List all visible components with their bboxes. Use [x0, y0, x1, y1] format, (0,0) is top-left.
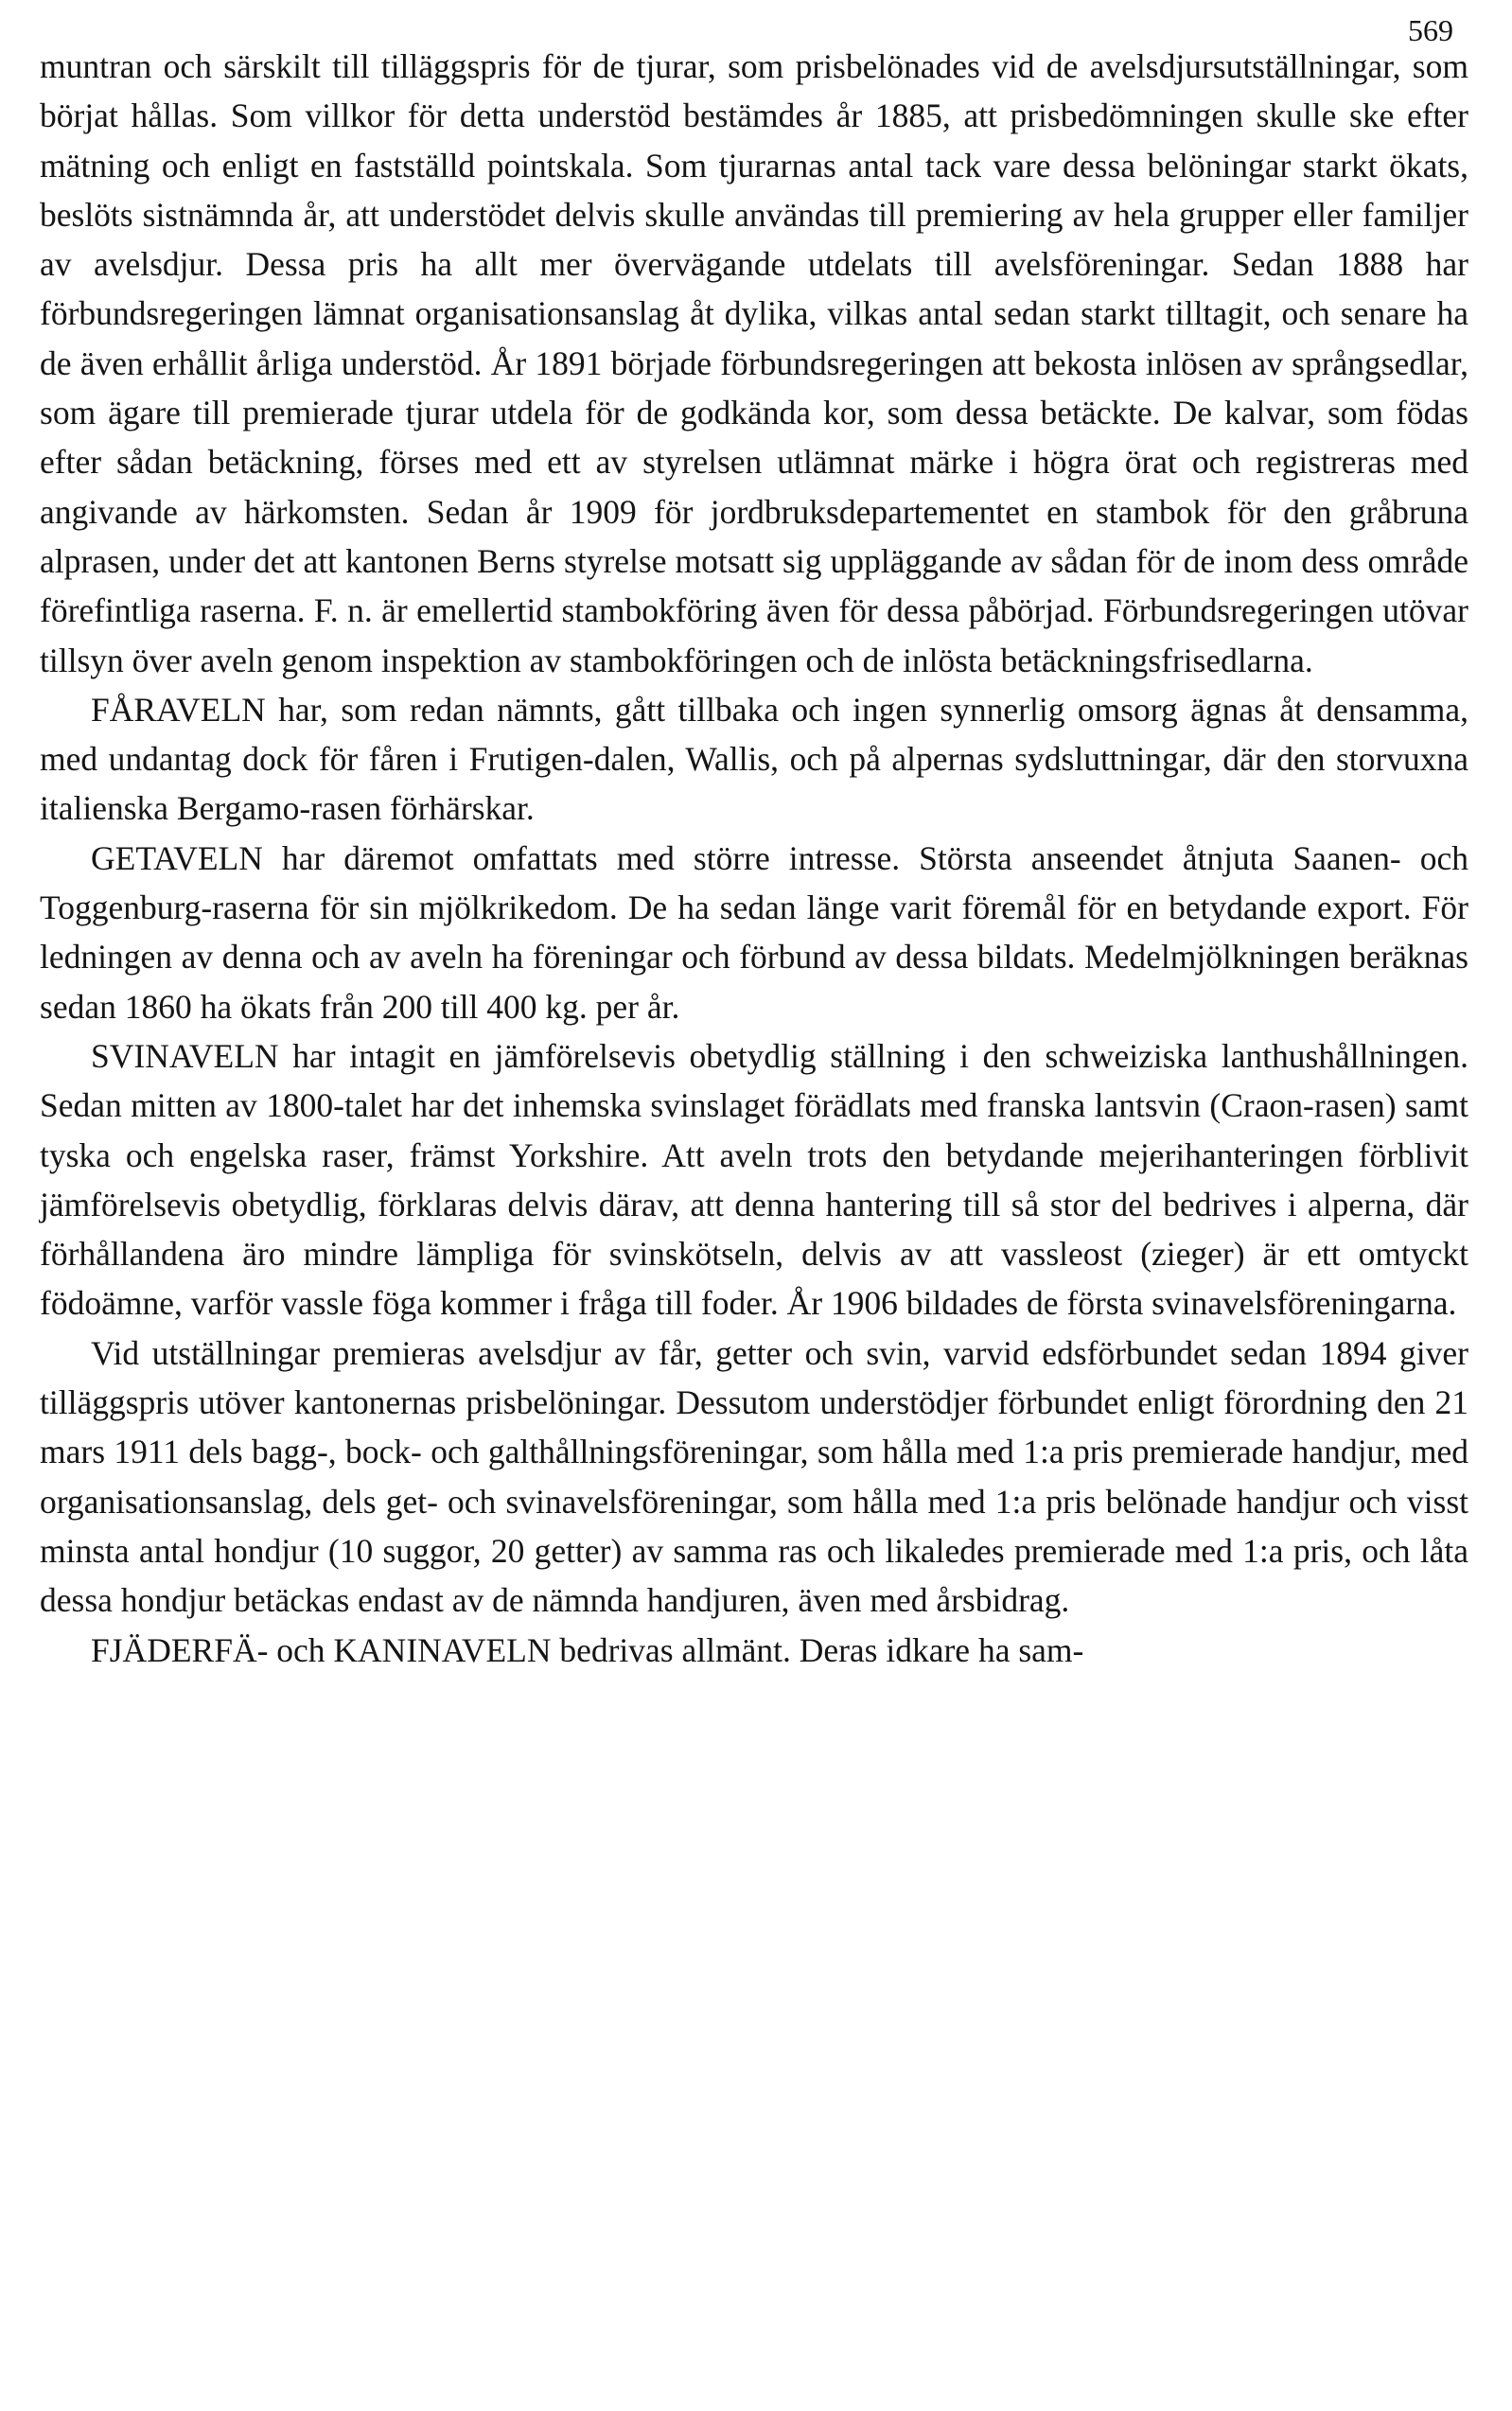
page-number: 569 [1408, 13, 1453, 47]
paragraph-cattle-breeding-continued: muntran och särskilt till tilläggspris för de tjurar, som prisbelönades vid de avelsdjursutställningar, som börjat hållas. Som villkor för detta understöd bestämdes år 1885, att prisbedömningen skulle ske efter mätning och enligt en fastställd pointskala. Som tjurarnas antal tack vare dessa belöningar starkt ökats, beslöts sistnämnda år, att understödet delvis skulle användas till premiering av hela grupper eller familjer av avelsdjur. Dessa pris ha allt mer övervägande utdelats till avelsföreningar. Sedan 1888 har förbundsregeringen lämnat organisationsanslag åt dylika, vilkas antal sedan starkt tilltagit, och senare ha de även erhållit årliga understöd. År 1891 började förbundsregeringen att bekosta inlösen av språngsedlar, som ägare till premierade tjurar utdela för de godkända kor, som dessa betäckte. De kalvar, som födas efter sådan betäckning, förses med ett av styrelsen utlämnat märke i högra örat och registreras med angivande av härkomsten. Sedan år 1909 för jordbruksdepartementet en stambok för den gråbruna alprasen, under det att kantonen Berns styrelse motsatt sig uppläggande av sådan för de inom dess område förefintliga raserna. F. n. är emellertid stambokföring även för dessa påbörjad. Förbundsregeringen utövar tillsyn över aveln genom inspektion av stambokföringen och de inlösta betäckningsfrisedlarna. [40, 47, 1468, 679]
paragraph-sheep-breeding: FÅRAVELN har, som redan nämnts, gått tillbaka och ingen synnerlig omsorg ägnas åt densamma, med undantag dock för fåren i Frutigen-dalen, Wallis, och på alpernas sydsluttningar, där den storvuxna italienska Bergamo-rasen förhärskar. [40, 690, 1468, 828]
paragraph-exhibitions: Vid utställningar premieras avelsdjur av får, getter och svin, varvid edsförbundet sedan 1894 giver tilläggspris utöver kantonernas prisbelöningar. Dessutom understödjer förbundet enligt förordning den 21 mars 1911 dels bagg-, bock- och galthållningsföreningar, som hålla med 1:a pris premierade handjur, med organisationsanslag, dels get- och svinavelsföreningar, som hålla med 1:a pris belönade handjur och visst minsta antal hondjur (10 suggor, 20 getter) av samma ras och likaledes premierade med 1:a pris, och låta dessa hondjur betäckas endast av de nämnda handjuren, även med årsbidrag. [40, 1333, 1468, 1620]
body-text [40, 42, 1468, 1675]
paragraph-goat-breeding: GETAVELN har däremot omfattats med större intresse. Största anseendet åtnjuta Saanen- och Toggenburg-raserna för sin mjölkrikedom. De ha sedan länge varit föremål för en betydande export. För ledningen av denna och av aveln ha föreningar och förbund av dessa bildats. Medelmjölkningen beräknas sedan 1860 ha ökats från 200 till 400 kg. per år. [40, 838, 1468, 1026]
paragraph-pig-breeding: SVINAVELN har intagit en jämförelsevis obetydlig ställning i den schweiziska lanthushållningen. Sedan mitten av 1800-talet har det inhemska svinslaget förädlats med franska lantsvin (Craon-rasen) samt tyska och engelska raser, främst Yorkshire. Att aveln trots den betydande mejerihanteringen förblivit jämförelsevis obetydlig, förklaras delvis därav, att denna hantering till så stor del bedrives i alperna, där förhållandena äro mindre lämpliga för svinskötseln, delvis av att vassleost (zieger) är ett omtyckt födoämne, varför vassle föga kommer i fråga till foder. År 1906 bildades de första svinavelsföreningarna. [40, 1036, 1468, 1323]
paragraph-poultry-rabbit-breeding: FJÄDERFÄ- och KANINAVELN bedrivas allmänt. Deras idkare ha sam- [91, 1630, 1084, 1669]
